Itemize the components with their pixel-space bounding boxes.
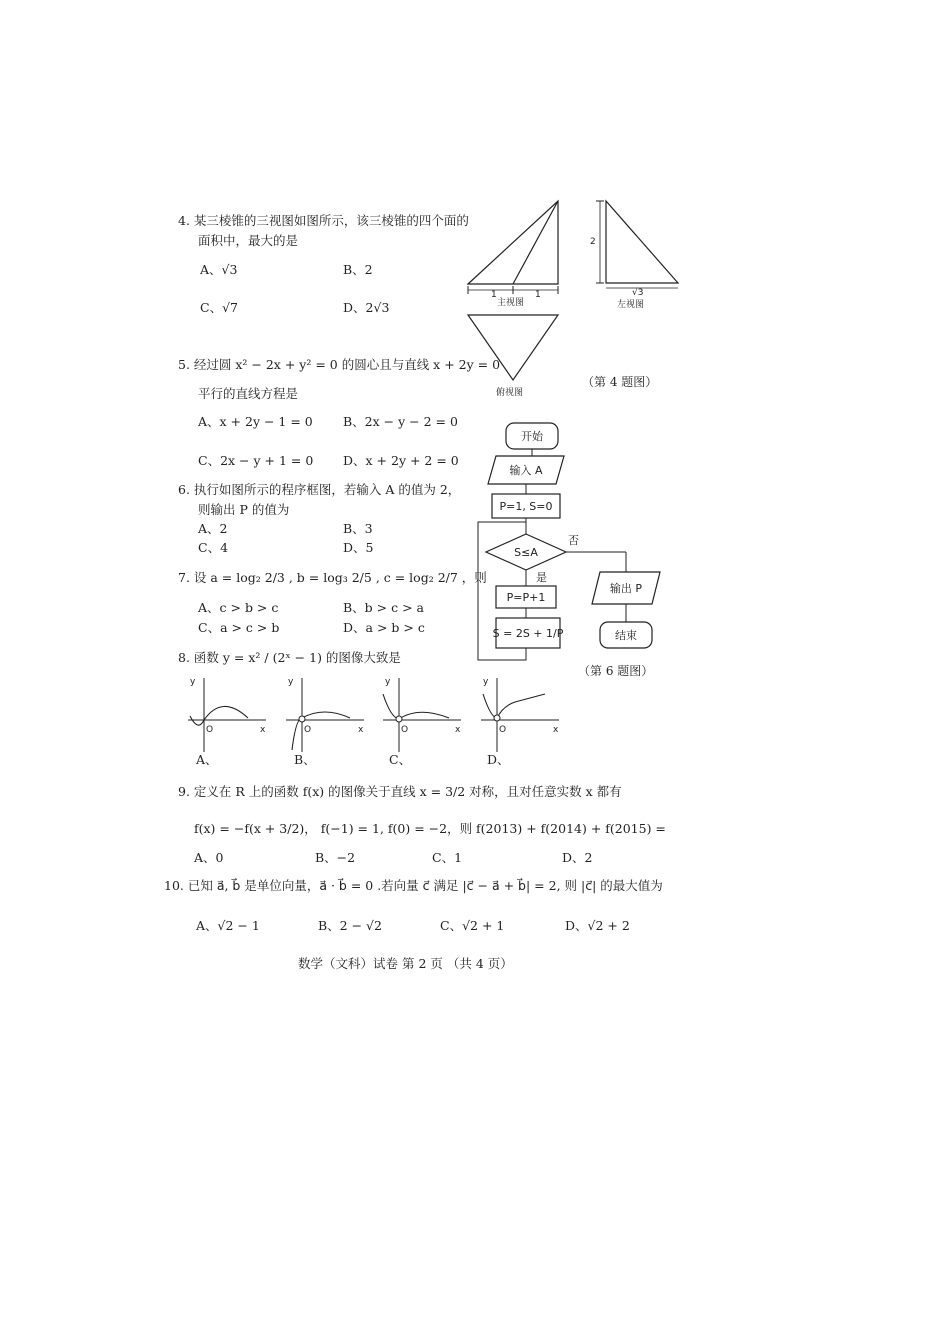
q6-option-d: D、5 bbox=[343, 540, 374, 555]
q8-option-d: D、 bbox=[487, 752, 510, 767]
q8-d-axis-y: y bbox=[483, 677, 489, 687]
q8-graph-d bbox=[475, 672, 561, 758]
flow-yes-label: 是 bbox=[536, 571, 547, 584]
q6-flowchart bbox=[470, 418, 690, 668]
q10-option-c: C、√2 + 1 bbox=[440, 918, 505, 933]
q4-caption: （第 4 题图） bbox=[582, 375, 658, 389]
flow-no-label: 否 bbox=[568, 534, 579, 547]
q8-graph-c bbox=[377, 672, 463, 758]
flow-condition-text: S≤A bbox=[514, 546, 538, 559]
q10-stem: 10. 已知 a⃗, b⃗ 是单位向量，a⃗ · b⃗ = 0 .若向量 c⃗ 满足 |c⃗ − a⃗ + b⃗| = 2, 则 |c⃗| 的最大值为 bbox=[164, 878, 663, 893]
q10-option-a: A、√2 − 1 bbox=[196, 918, 260, 933]
q7-option-c: C、a > c > b bbox=[198, 620, 280, 635]
flow-start-text: 开始 bbox=[521, 430, 543, 443]
q8-c-origin: O bbox=[401, 725, 409, 735]
q8-c-axis-y: y bbox=[385, 677, 391, 687]
q4-dim-1b: 1 bbox=[535, 290, 541, 300]
flow-step1-text: P=P+1 bbox=[506, 591, 546, 604]
q5-option-b: B、2x − y − 2 = 0 bbox=[343, 414, 458, 429]
q4-dim-sqrt3: √3 bbox=[632, 288, 644, 298]
q8-d-axis-x: x bbox=[553, 725, 559, 735]
q8-d-origin: O bbox=[499, 725, 507, 735]
q9-stem-line2: f(x) = −f(x + 3/2)， f(−1) = 1, f(0) = −2，则 f(2013) + f(2014) + f(2015) = bbox=[194, 821, 666, 836]
q9-option-c: C、1 bbox=[432, 850, 463, 865]
q4-left-view-figure bbox=[592, 198, 684, 298]
q7-option-d: D、a > b > c bbox=[343, 620, 425, 635]
flow-init-text: P=1, S=0 bbox=[499, 500, 553, 513]
q4-front-view-figure bbox=[465, 198, 565, 310]
q4-option-a: A、√3 bbox=[200, 262, 238, 277]
flow-output-text: 输出 P bbox=[609, 582, 643, 595]
q8-a-axis-y: y bbox=[190, 677, 196, 687]
q10-option-b: B、2 − √2 bbox=[318, 918, 382, 933]
q9-option-b: B、−2 bbox=[315, 850, 356, 865]
q8-option-a: A、 bbox=[196, 752, 218, 767]
flow-end-text: 结束 bbox=[615, 629, 637, 642]
q4-top-view-label: 俯视图 bbox=[496, 388, 524, 398]
q9-option-a: A、0 bbox=[194, 850, 224, 865]
q8-option-b: B、 bbox=[294, 752, 316, 767]
q8-stem: 8. 函数 y = x² / (2ˣ − 1) 的图像大致是 bbox=[178, 650, 401, 665]
q6-option-a: A、2 bbox=[198, 521, 228, 536]
q9-stem-line1: 9. 定义在 R 上的函数 f(x) 的图像关于直线 x = 3/2 对称，且对任意实数 x 都有 bbox=[178, 784, 622, 799]
q8-b-axis-y: y bbox=[288, 677, 294, 687]
flow-input-text: 输入 A bbox=[509, 464, 543, 477]
q5-option-c: C、2x − y + 1 = 0 bbox=[198, 453, 314, 468]
q8-b-origin: O bbox=[304, 725, 312, 735]
q9-option-d: D、2 bbox=[562, 850, 593, 865]
q6-option-c: C、4 bbox=[198, 540, 229, 555]
q8-graph-b bbox=[280, 672, 366, 758]
q5-stem-line2: 平行的直线方程是 bbox=[198, 386, 299, 401]
q7-option-a: A、c > b > c bbox=[198, 600, 279, 615]
q8-b-axis-x: x bbox=[358, 725, 364, 735]
q6-caption: （第 6 题图） bbox=[578, 664, 654, 678]
q4-top-view-figure bbox=[465, 312, 565, 384]
q6-stem-line1: 6. 执行如图所示的程序框图，若输入 A 的值为 2， bbox=[178, 482, 461, 497]
q8-graph-a bbox=[182, 672, 268, 758]
q4-stem-line2: 面积中，最大的是 bbox=[198, 233, 299, 248]
q8-c-axis-x: x bbox=[455, 725, 461, 735]
q4-option-d: D、2√3 bbox=[343, 300, 390, 315]
flow-step2-text: S = 2S + 1/P bbox=[492, 627, 564, 640]
q4-dim-2: 2 bbox=[590, 237, 596, 247]
q10-option-d: D、√2 + 2 bbox=[565, 918, 630, 933]
page-footer: 数学（文科）试卷 第 2 页 （共 4 页） bbox=[298, 956, 513, 971]
q4-stem-line1: 4. 某三棱锥的三视图如图所示，该三棱锥的四个面的 bbox=[178, 213, 469, 228]
q8-a-origin: O bbox=[206, 725, 214, 735]
q6-option-b: B、3 bbox=[343, 521, 373, 536]
q6-stem-line2: 则输出 P 的值为 bbox=[198, 502, 290, 517]
q4-option-c: C、√7 bbox=[200, 300, 238, 315]
q5-option-d: D、x + 2y + 2 = 0 bbox=[343, 453, 459, 468]
q4-option-b: B、2 bbox=[343, 262, 373, 277]
q5-stem-line1: 5. 经过圆 x² − 2x + y² = 0 的圆心且与直线 x + 2y = 0 bbox=[178, 357, 501, 372]
q7-option-b: B、b > c > a bbox=[343, 600, 424, 615]
q4-front-view-label: 主视图 bbox=[497, 298, 525, 308]
q8-a-axis-x: x bbox=[260, 725, 266, 735]
q8-option-c: C、 bbox=[389, 752, 412, 767]
q5-option-a: A、x + 2y − 1 = 0 bbox=[198, 414, 313, 429]
q4-left-view-label: 左视图 bbox=[617, 300, 645, 310]
q4-dim-1a: 1 bbox=[491, 290, 497, 300]
q7-stem: 7. 设 a = log₂ 2/3 , b = log₃ 2/5 , c = log₂ 2/7 ，则 bbox=[178, 570, 487, 585]
